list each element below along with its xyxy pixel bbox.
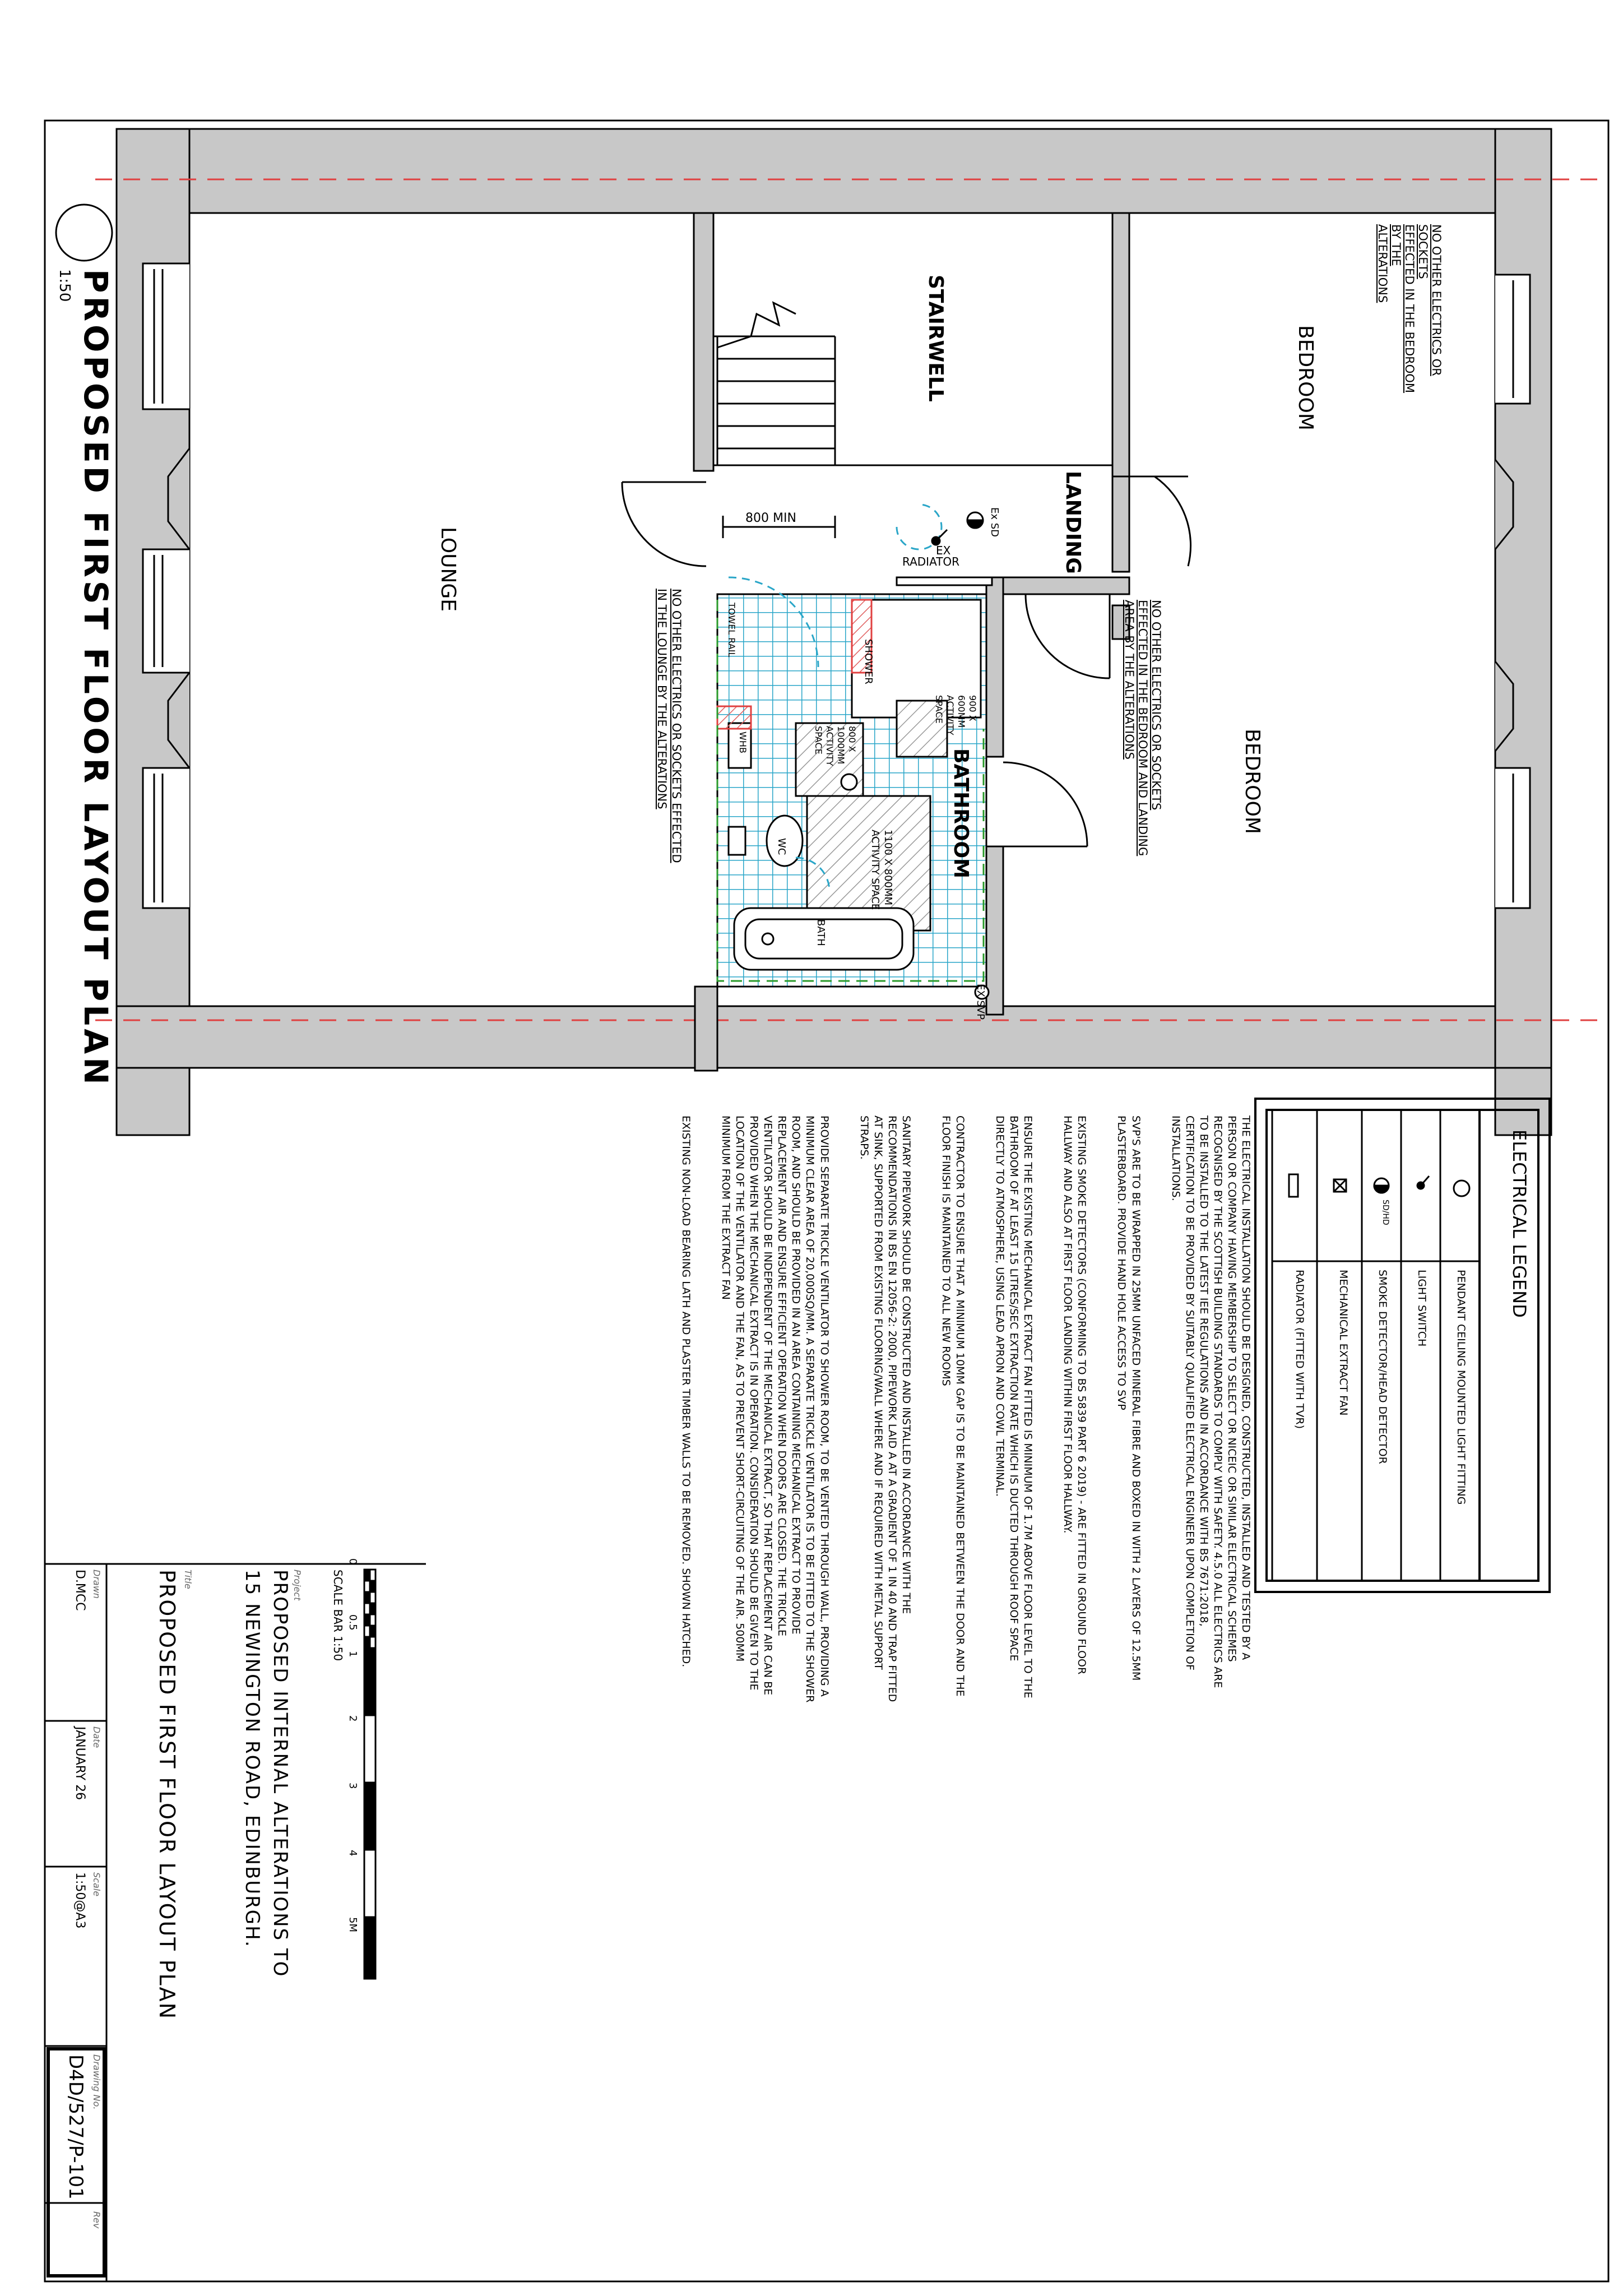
- radiator-icon: [1289, 1174, 1298, 1197]
- room-landing: LANDING: [1061, 471, 1084, 574]
- note-sanitary: SANITARY PIPEWORK SHOULD BE CONSTRUCTED AND INSTALLED IN ACCORDANCE WITH THE RECOMMENDATIONS IN BS EN 12056-2: 2000, PIPEWORK LAID A AT A GRADIENT OF 1 IN 40 AND TRAP FITTED AT SINK, SUPPORTED FROM EXISTING FLOORING/WALL WHERE AND IF REQUIRED WITH METAL SUPPORT STRAPS.: [857, 1115, 912, 1702]
- label-800-min: 800 MIN: [745, 511, 796, 525]
- label-whb: WHB: [738, 732, 748, 753]
- label-activity-800-1: 800 X: [847, 726, 857, 752]
- tb-project-line-1: PROPOSED INTERNAL ALTERATIONS TO: [269, 1570, 291, 1978]
- note-door-gap: CONTRACTOR TO ENSURE THAT A MINIMUM 10MM GAP IS TO BE MAINTAINED BETWEEN THE DOOR AND THE FLOOR FINISH IS MAINTAINED TO ALL NEW ROOMS: [939, 1115, 966, 1697]
- tb-date: JANUARY 26: [73, 1726, 87, 1800]
- scalebar-tick-3: 3: [347, 1783, 359, 1789]
- scalebar-tick-5m: 5M: [347, 1917, 359, 1932]
- plan-scale: 1:50: [56, 269, 73, 302]
- label-towel-rail: TOWEL RAIL: [726, 603, 737, 658]
- tb-rev-label: Rev: [91, 2211, 102, 2229]
- label-ex-radiator-1: EX: [936, 544, 951, 557]
- light-switch-icon: [932, 530, 947, 545]
- tb-date-label: Date: [91, 1726, 102, 1748]
- label-activity-900-4: SPACE: [934, 695, 944, 724]
- label-ex-sd: Ex SD: [989, 507, 1000, 538]
- tb-drawn-label: Drawn: [91, 1570, 102, 1599]
- legend-icons: [1289, 1174, 1469, 1197]
- stairs: [713, 213, 1112, 465]
- tb-project-line-2: 15 NEWINGTON ROAD, EDINBURGH.: [241, 1570, 263, 1948]
- note-smoke-detectors: EXISTING SMOKE DETECTORS (CONFORMING TO BS 5839 PART 6 2019) - ARE FITTED IN GROUND FLOOR HALLWAY AND ALSO AT FIRST FLOOR LANDING WITHIN FIRST FLOOR HALLWAY.: [1061, 1115, 1088, 1675]
- note-svp: SVP'S ARE TO BE WRAPPED IN 25MM UNFACED MINERAL FIBRE AND BOXED IN WITH 2 LAYERS OF 12.5MM PLASTERBOARD. PROVIDE HAND HOLE ACCESS TO SVP: [1115, 1115, 1142, 1681]
- general-notes: [653, 1115, 1253, 1704]
- bathroom: [717, 594, 986, 987]
- label-ex-svp: EX SVP: [975, 984, 986, 1020]
- room-lounge: LOUNGE: [437, 527, 460, 612]
- scale-bar: [364, 1570, 375, 1979]
- tb-drawing-no: D4D/527/P-101: [64, 2054, 87, 2200]
- note-bedroom-landing: [1123, 600, 1163, 856]
- scalebar-tick-4: 4: [347, 1850, 359, 1857]
- legend-title: ELECTRICAL LEGEND: [1509, 1130, 1530, 1318]
- note-bedroom-landing-line-1: NO OTHER ELECTRICS OR SOCKETS: [1149, 600, 1163, 811]
- tb-title: PROPOSED FIRST FLOOR LAYOUT PLAN: [155, 1570, 179, 2020]
- label-activity-800-3: ACTIVITY: [824, 726, 835, 766]
- legend-item-1: PENDANT CEILING MOUNTED LIGHT FITTING: [1455, 1270, 1467, 1505]
- legend-item-4: MECHANICAL EXTRACT FAN: [1337, 1270, 1350, 1416]
- room-bedroom-bottom: BEDROOM: [1241, 729, 1264, 834]
- legend-item-5: RADIATOR (FITTED WITH TVR): [1293, 1270, 1306, 1429]
- legend-item-3: SMOKE DETECTOR/HEAD DETECTOR: [1376, 1270, 1389, 1464]
- room-bathroom: BATHROOM: [949, 748, 972, 878]
- note-bedroom-top-line-3: ALTERATIONS: [1376, 224, 1389, 303]
- note-lounge: [655, 589, 684, 863]
- label-shower: SHOWER: [862, 639, 874, 684]
- extract-fan-icon: [1334, 1179, 1346, 1192]
- note-bedroom-landing-line-3: AREA BY THE ALTERATIONS: [1123, 600, 1136, 760]
- legend-item-2: LIGHT SWITCH: [1416, 1270, 1428, 1347]
- note-walls-removed: EXISTING NON-LOAD BEARING LATH AND PLASTER TIMBER WALLS TO BE REMOVED. SHOWN HATCHED.: [679, 1115, 692, 1668]
- scalebar-title: SCALE BAR 1:50: [331, 1570, 345, 1661]
- tb-drawing-no-label: Drawing No.: [91, 2054, 102, 2110]
- scalebar-tick-1: 1: [347, 1651, 359, 1658]
- label-activity-800-4: SPACE: [813, 726, 824, 754]
- light-switch-icon: [1417, 1176, 1429, 1189]
- north-point-icon: [56, 205, 112, 261]
- smoke-detector-icon: [1374, 1178, 1389, 1193]
- note-electrical: THE ELECTRICAL INSTALLATION SHOULD BE DESIGNED, CONSTRUCTED, INSTALLED AND TESTED BY A PERSON OR COMPANY HAVING MEMBERSHIP TO SELECT OR NICEIC OR SIMILAR ELECTRICAL SCHEMES RECOGNISED BY THE SCOTTISH BUILDING STANDARDS TO COMPLY WITH SAFETY. 4.5.0 ALL ELECTRICS ARE TO BE INSTALLED TO THE LATEST IEE REGULATIONS AND IN ACCORDANCE WITH BS 7671:2018, CERTIFICATION TO BE PROVIDED BY SUITABLY QUALIFIED ELECTRICAL ENGINEER UPON COMPLETION OF INSTALLATIONS.: [1169, 1115, 1252, 1688]
- label-activity-1100-2: ACTIVITY SPACE: [869, 830, 881, 910]
- note-lounge-line-1: NO OTHER ELECTRICS OR SOCKETS EFFECTED: [670, 589, 683, 863]
- note-bedroom-top: [1376, 224, 1443, 404]
- lounge-windows: [143, 263, 189, 908]
- label-activity-900-2: 600MM: [956, 695, 967, 728]
- label-wc: WC: [776, 838, 787, 855]
- legend-item-3-tag: SD/HD: [1381, 1200, 1390, 1225]
- label-ex-radiator-2: RADIATOR: [902, 555, 960, 568]
- room-bedroom-top: BEDROOM: [1294, 325, 1317, 430]
- tb-project-label: Project: [292, 1570, 303, 1601]
- label-activity-800-2: 1000MM: [836, 726, 846, 765]
- smoke-detector-icon: [967, 512, 983, 528]
- pendant-light-icon: [1454, 1181, 1469, 1196]
- scalebar-tick-0: 0: [347, 1558, 359, 1565]
- tb-title-label: Title: [183, 1570, 193, 1589]
- tb-scale: 1:50@A3: [73, 1872, 87, 1929]
- room-stairwell: STAIRWELL: [924, 275, 947, 402]
- tb-drawn: D.MCC: [73, 1570, 87, 1611]
- label-bath: BATH: [815, 919, 827, 946]
- tb-scale-label: Scale: [91, 1872, 102, 1897]
- label-activity-1100-1: 1100 X 800MM: [882, 830, 894, 905]
- label-activity-900-3: ACTIVITY: [945, 695, 956, 735]
- note-bedroom-top-line-2: EFFECTED IN THE BEDROOM BY THE: [1389, 224, 1416, 394]
- note-extract-fan: ENSURE THE EXISTING MECHANICAL EXTRACT FAN FITTED IS MINIMUM OF 1.7M ABOVE FLOOR LEVEL TO THE BATHROOM OF AT LEAST 15 LITRES/SEC EXTRACTION RATE WHICH IS DUCTED THROUGH ROOF SPACE DIRECTLY TO ATMOSPHERE, USING LEAD APRON AND COWL TERMINAL.: [994, 1115, 1035, 1698]
- scalebar-tick-2: 2: [347, 1715, 359, 1722]
- note-bedroom-top-line-1: NO OTHER ELECTRICS OR SOCKETS: [1416, 224, 1443, 376]
- label-activity-900-1: 900 X: [967, 695, 978, 721]
- note-trickle-vent: PROVIDE SEPARATE TRICKLE VENTILATOR TO SHOWER ROOM, TO BE VENTED THROUGH WALL, PROVIDING A MINIMUM CLEAR AREA OF 20,000SQ/MM. A SEPARATE TRICKLE VENTILATOR IS TO BE FITTED TO THE SHOWER ROOM, AND SHOULD BE PROVIDED IN AN AREA CONTAINING MECHANICAL EXTRACT TO PROVIDE REPLACEMENT AIR AND ENSURE EFFICIENT OPERATION WHEN DOORS ARE CLOSED. THE TRICKLE VENTILATOR SHOULD BE INDEPENDENT OF THE MECHANICAL EXTRACT, SO THAT REPLACEMENT AIR CAN BE PROVIDED WHEN THE MECHANICAL EXTRACT IS IN OPERATION. CONSIDERATION SHOULD BE GIVEN TO THE LOCATION OF THE VENTILATOR AND THE FAN, AS TO PREVENT SHORT-CIRCUITING OF THE AIR. 500MM MINIMUM FROM THE EXTRACT FAN: [719, 1115, 831, 1703]
- note-lounge-line-2: IN THE LOUNGE BY THE ALTERATIONS: [655, 589, 669, 809]
- plan-title: PROPOSED FIRST FLOOR LAYOUT PLAN: [77, 269, 115, 1088]
- scalebar-tick-05: 0.5: [347, 1614, 359, 1631]
- radiator-landing: [897, 577, 992, 585]
- note-bedroom-landing-line-2: EFFECTED IN THE BEDROOM AND LANDING: [1136, 600, 1149, 857]
